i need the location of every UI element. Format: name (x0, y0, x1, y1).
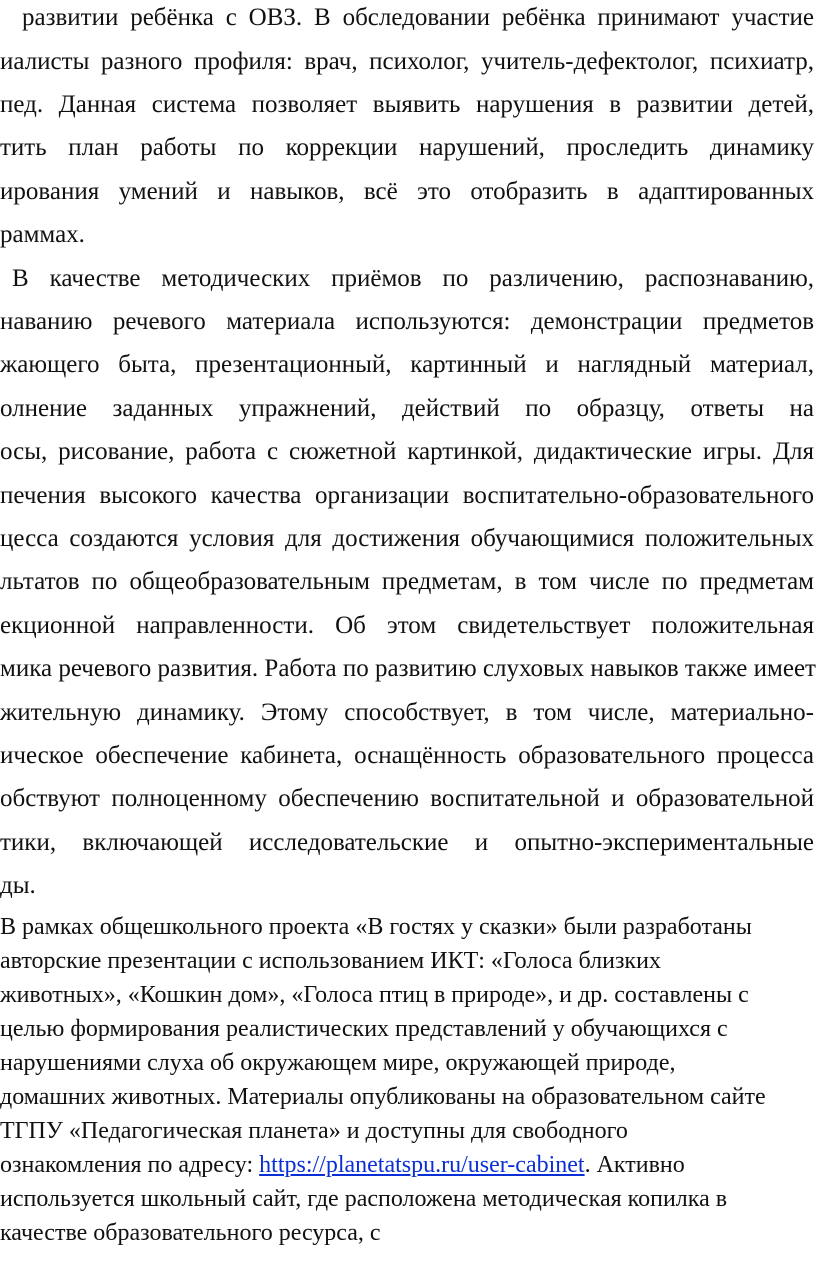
paragraph-2-line-11: жительную динамику. Этому способствует, в том числе, материально- (0, 699, 814, 726)
paragraph-3-line-9: используется школьный сайт, где расположена методическая копилка в (0, 1186, 728, 1212)
paragraph-2-line-12: ическое обеспечение кабинета, оснащённость образовательного процесса (0, 742, 814, 769)
link-line-prefix: ознакомления по адресу: (0, 1152, 260, 1178)
paragraph-2-line-8: льтатов по общеобразовательным предметам, в том числе по предметам (0, 568, 814, 595)
paragraph-1-line-3: пед. Данная система позволяет выявить нарушения в развитии детей, (0, 91, 814, 118)
paragraph-3-line-5: нарушениями слуха об окружающем мире, окружающей природе, (0, 1050, 676, 1076)
paragraph-2-line-1: В качестве методических приёмов по различению, распознаванию, (12, 265, 814, 292)
paragraph-3-line-3: животных», «Кошкин дом», «Голоса птиц в природе», и др. составлены с (0, 982, 749, 1008)
paragraph-3-line-1: В рамках общешкольного проекта «В гостях у сказки» были разработаны (0, 914, 752, 940)
paragraph-2-line-13: обствуют полноценному обеспечению воспитательной и образовательной (0, 785, 814, 812)
paragraph-3-line-10: качестве образовательного ресурса, с (0, 1220, 381, 1246)
paragraph-2-line-15: ды. (0, 872, 36, 899)
paragraph-3-line-7: ТГПУ «Педагогическая планета» и доступны для свободного (0, 1118, 628, 1144)
paragraph-2-line-2: наванию речевого материала используются: демонстрации предметов (0, 308, 814, 335)
paragraph-1-line-4: тить план работы по коррекции нарушений, проследить динамику (0, 134, 814, 161)
planetatspu-link[interactable]: https://planetatspu.ru/user-cabinet (259, 1152, 585, 1178)
paragraph-2-line-6: печения высокого качества организации воспитательно-образовательного (0, 482, 814, 509)
paragraph-3-line-6: домашних животных. Материалы опубликованы на образовательном сайте (0, 1084, 766, 1110)
paragraph-3-line-8 (0, 1152, 685, 1179)
paragraph-3-line-2: авторские презентации с использованием ИКТ: «Голоса близких (0, 948, 661, 974)
paragraph-2-line-3: жающего быта, презентационный, картинный и наглядный материал, (0, 351, 814, 378)
link-line-suffix: . Активно (584, 1152, 685, 1178)
paragraph-2-line-10: мика речевого развития. Работа по развитию слуховых навыков также имеет (0, 655, 816, 682)
paragraph-3-line-4: целью формирования реалистических представлений у обучающихся с (0, 1016, 728, 1042)
paragraph-1-line-2: иалисты разного профиля: врач, психолог, учитель-дефектолог, психиатр, (0, 48, 814, 75)
paragraph-1-line-1: развитии ребёнка с ОВЗ. В обследовании ребёнка принимают участие (22, 4, 814, 31)
paragraph-1-line-5: ирования умений и навыков, всё это отобразить в адаптированных (0, 178, 814, 205)
paragraph-2-line-5: осы, рисование, работа с сюжетной картинкой, дидактические игры. Для (0, 438, 814, 465)
paragraph-2-line-4: олнение заданных упражнений, действий по образцу, ответы на (0, 395, 814, 422)
paragraph-2-line-7: цесса создаются условия для достижения обучающимися положительных (0, 525, 814, 552)
paragraph-1-line-6: раммах. (0, 221, 85, 248)
paragraph-2-line-9: екционной направленности. Об этом свидетельствует положительная (0, 612, 814, 639)
paragraph-2-line-14: тики, включающей исследовательские и опытно-экспериментальные (0, 829, 814, 856)
